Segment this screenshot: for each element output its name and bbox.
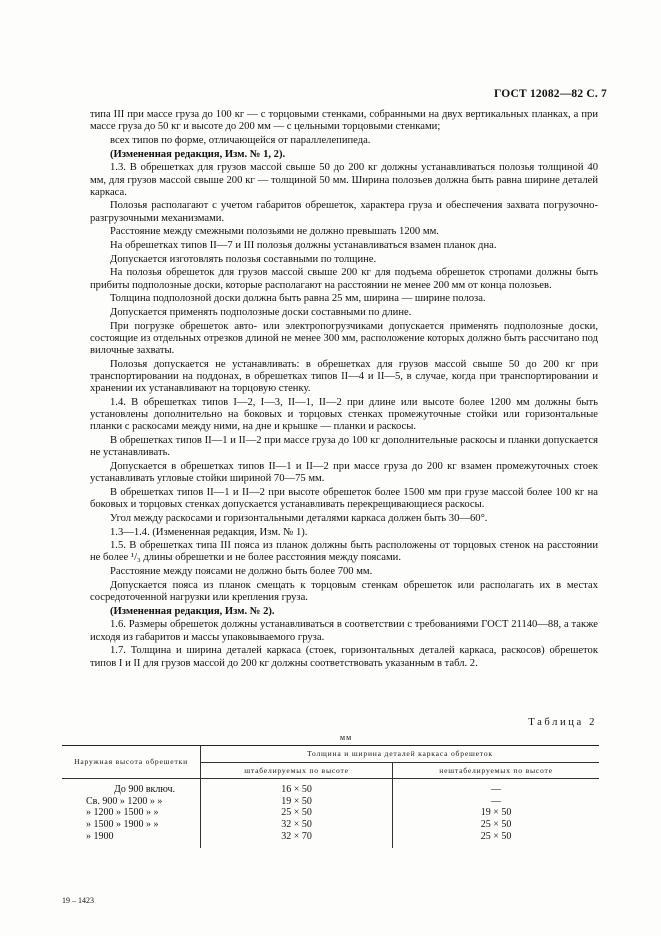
table-cell-stackable: 16 × 50 <box>201 779 393 796</box>
table-cell-height: До 900 включ. <box>114 784 176 796</box>
table-header-nonstackable: нештабелируемых по высоте <box>393 762 599 779</box>
paragraph: типа III при массе груза до 100 кг — с торцовыми стенками, собранными на двух вертикальных планках, а при массе груза до 50 кг и высоте до 200 мм — с цельными торцовыми стенками; <box>90 109 598 133</box>
paragraph: Угол между раскосами и горизонтальными деталями каркаса должен быть 30—60°. <box>110 512 488 524</box>
paragraph: Допускается изготовлять полозья составными по толщине. <box>110 253 377 265</box>
table-header-group: Толщина и ширина деталей каркаса обрешеток <box>201 746 600 763</box>
table-caption: Таблица 2 <box>528 717 597 728</box>
table-header-height: Наружная высота обрешетки <box>62 746 201 779</box>
paragraph: 1.6. Размеры обрешеток должны устанавливаться в соответствии с требованиями ГОСТ 21140—88, а также исходя из габаритов и массы упаковываемого груза. <box>90 619 598 643</box>
table-cell-height: » 1500 » 1900 » » <box>86 818 159 830</box>
paragraph: 1.7. Толщина и ширина деталей каркаса (стоек, горизонтальных деталей каркаса, раскосов) обрешеток типов I и II для грузов массой до 200 кг должны соответствовать указанным в табл. 2. <box>90 645 598 669</box>
paragraph: Полозья допускается не устанавливать: в обрешетках для грузов массой свыше 50 до 200 кг при транспортировании на поддонах, в обрешетках типов II—4 и II—5, в случае, когда при транспортировании и хранении их устанавливают на торцовую стенку. <box>90 358 598 395</box>
table-cell-stackable: 25 × 50 <box>201 807 393 819</box>
paragraph: 1.4. В обрешетках типов I—2, I—3, II—1, II—2 при длине или высоте более 1200 мм должны быть установлены дополнительно на боковых и торцовых стенках промежуточные стойки или горизонтальные планки с раскосами между ними, на дне и крышке — планки и раскосы. <box>90 396 598 433</box>
table-row <box>62 779 599 796</box>
table-cell-stackable: 32 × 50 <box>201 819 393 831</box>
paragraph: Полозья располагают с учетом габаритов обрешеток, характера груза и обеспечения захвата погрузочно-разгрузочными механизмами. <box>90 200 598 224</box>
table-row <box>62 807 599 819</box>
paragraph: В обрешетках типов II—1 и II—2 при высоте обрешеток более 1500 мм при грузе массой более 100 кг на боковых и торцовых стенках допускается устанавливать перекрещивающиеся раскосы. <box>90 486 598 511</box>
paragraph: Толщина подполозной доски должна быть равна 25 мм, ширина — ширине полоза. <box>110 293 486 305</box>
paragraph: В обрешетках типов II—1 и II—2 при массе груза до 100 кг дополнительные раскосы и планки допускается не устанавливать. <box>90 435 598 459</box>
page-header: ГОСТ 12082—82 С. 7 <box>494 88 607 100</box>
table-unit: мм <box>340 733 353 742</box>
paragraph: (Измененная редакция, Изм. № 2). <box>110 605 275 617</box>
table-cell-nonstackable: — <box>393 796 599 808</box>
paragraph: Допускается пояса из планок смещать к торцовым стенкам обрешеток или располагать их в местах сосредоточенной нагрузки или крепления груза. <box>90 579 598 604</box>
table-cell-height: » 1200 » 1500 » » <box>86 807 159 819</box>
table-cell-stackable: 19 × 50 <box>201 796 393 808</box>
table-cell-nonstackable: 19 × 50 <box>393 807 599 819</box>
table-2 <box>62 745 599 848</box>
paragraph: Допускается применять подполозные доски составными по длине. <box>110 307 412 319</box>
table-cell-height: » 1900 <box>86 830 114 842</box>
paragraph: 1.5. В обрешетках типа III пояса из планок должны быть расположены от торцовых стенок на расстоянии не более ¹/₃ длины обрешетки и не более расстояния между поясами. <box>90 540 598 564</box>
table-cell-nonstackable: 25 × 50 <box>393 831 599 849</box>
paragraph: На полозья обрешеток для грузов массой свыше 200 кг для подъема обрешеток стропами должны быть прибиты подполозные доски, которые располагают на расстоянии не менее 200 мм от конца полозьев. <box>90 267 598 291</box>
paragraph: Расстояние между поясами не должно быть более 700 мм. <box>110 566 373 578</box>
paragraph: (Измененная редакция, Изм. № 1, 2). <box>110 148 286 160</box>
table-cell-height: Св. 900 » 1200 » » <box>86 795 163 807</box>
paragraph: При погрузке обрешеток авто- или электропогрузчиками допускается применять подполозные доски, состоящие из отдельных отрезков длиной не менее 300 мм, расположение которых должно быть рассчитано под вилочные захваты. <box>90 320 598 357</box>
document-body <box>90 109 598 671</box>
table-cell-stackable: 32 × 70 <box>201 831 393 849</box>
table-cell-nonstackable: — <box>393 779 599 796</box>
table-cell-nonstackable: 25 × 50 <box>393 819 599 831</box>
paragraph: 1.3—1.4. (Измененная редакция, Изм. № 1). <box>110 526 308 538</box>
table-header-stackable: штабелируемых по высоте <box>201 762 393 779</box>
table-row <box>62 819 599 831</box>
paragraph: 1.3. В обрешетках для грузов массой свыше 50 до 200 кг должны устанавливаться полозья толщиной 40 мм, для грузов массой свыше 200 кг — толщиной 50 мм. Ширина полозьев должна быть равна ширине деталей каркаса. <box>90 162 598 198</box>
paragraph: Допускается в обрешетках типов II—1 и II—2 при массе груза до 200 кг взамен промежуточных стоек устанавливать угловые стойки шириной 70—75 мм. <box>90 460 598 485</box>
page-footer: 19 – 1423 <box>62 896 94 905</box>
table-row <box>62 831 599 849</box>
paragraph: На обрешетках типов II—7 и III полозья должны устанавливаться взамен планок дна. <box>110 240 497 252</box>
paragraph: всех типов по форме, отличающейся от параллелепипеда. <box>110 134 371 146</box>
table-row <box>62 796 599 808</box>
paragraph: Расстояние между смежными полозьями не должно превышать 1200 мм. <box>110 226 439 238</box>
